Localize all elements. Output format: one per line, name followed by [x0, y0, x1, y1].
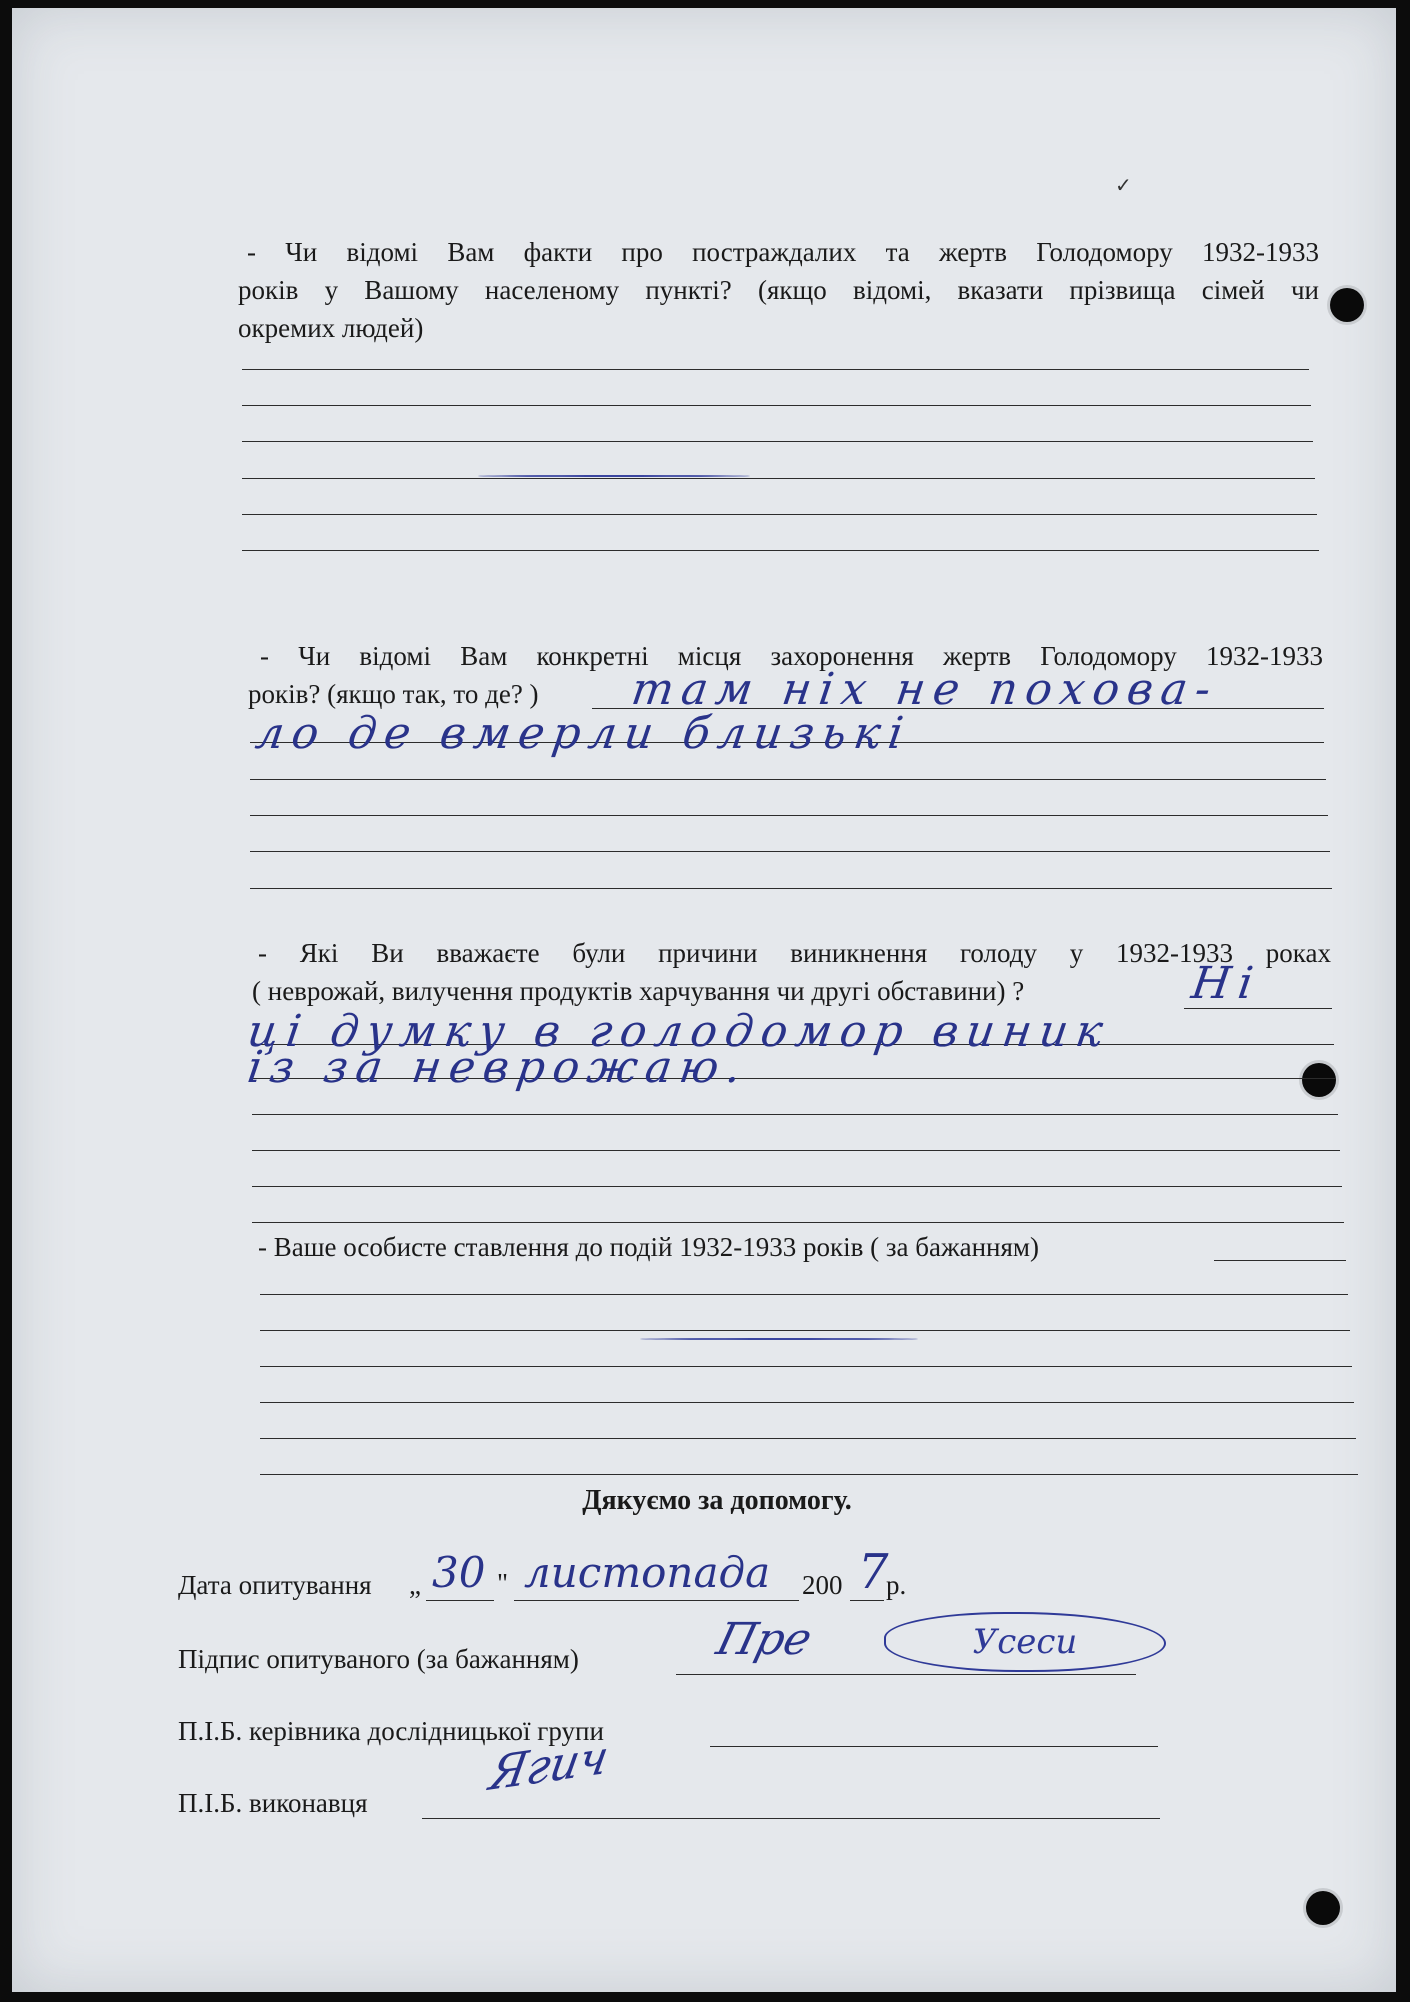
date-day-line [426, 1600, 494, 1601]
answer-line [260, 1474, 1358, 1475]
date-month-line [514, 1600, 799, 1601]
answer-line [242, 478, 1315, 479]
answer-line [260, 1402, 1354, 1403]
pen-mark: ✓ [1115, 173, 1132, 197]
answer-line [252, 1150, 1340, 1151]
thanks-note: Дякуємо за допомогу. [582, 1485, 852, 1516]
survey-date-year-prefix: 200 [802, 1570, 843, 1600]
respondent-signature-1: Пре [711, 1614, 817, 1665]
answer-line [260, 1366, 1352, 1367]
signature-line [710, 1746, 1158, 1747]
question-3-line-1: - Які Ви вважаєте були причини виникнення голоду у 1932-1933 роках [258, 938, 1331, 968]
answer-line [242, 550, 1319, 551]
answer-line [242, 369, 1309, 370]
survey-date-open-quote: „ [409, 1570, 421, 1600]
answer-line [242, 514, 1317, 515]
survey-date-day: 30 [432, 1548, 486, 1597]
survey-date-month: листопада [524, 1548, 771, 1597]
answer-line [252, 1186, 1342, 1187]
survey-date-close-quote: " [497, 1568, 509, 1598]
signature-line [676, 1674, 1136, 1675]
answer-line [252, 1222, 1344, 1223]
answer-line [252, 1114, 1338, 1115]
survey-date-year-suffix: р. [886, 1570, 907, 1600]
answer-line [260, 1330, 1350, 1331]
question-1-line-1: - Чи відомі Вам факти про постраждалих та жертв Голодомору 1932-1933 [247, 237, 1319, 267]
signature-line [422, 1818, 1160, 1819]
question-1-line-3: окремих людей) [238, 313, 424, 343]
answer-line [242, 405, 1311, 406]
question-2-line-2: років? (якщо так, то де? ) [248, 679, 539, 709]
pen-stroke [478, 475, 750, 477]
question-2-line-1: - Чи відомі Вам конкретні місця захоронення жертв Голодомору 1932-1933 [260, 641, 1323, 671]
questionnaire-page [12, 8, 1396, 1992]
question-3-answer-line-2: ці думку в голодомор виник [244, 1006, 1114, 1057]
performer-label: П.І.Б. виконавця [178, 1788, 368, 1818]
research-lead-label: П.І.Б. керівника дослідницької групи [178, 1716, 604, 1746]
punch-hole-middle [1302, 1063, 1336, 1097]
answer-line [1214, 1260, 1346, 1261]
respondent-signature-label: Підпис опитуваного (за бажанням) [178, 1644, 579, 1674]
survey-date-label: Дата опитування [178, 1570, 372, 1600]
question-3-answer-line-1: Ні [1188, 958, 1265, 1009]
question-1-line-2: років у Вашому населеному пункті? (якщо відомі, вказати прізвища сімей чи [238, 275, 1319, 305]
answer-line [242, 441, 1313, 442]
answer-line [250, 779, 1326, 780]
respondent-signature-2: Усеси [884, 1612, 1166, 1672]
pen-stroke [640, 1338, 918, 1340]
question-2-answer-line-1: там ніх не похова- [628, 664, 1222, 715]
question-2-answer-line-2: ло де вмерли близькі [252, 708, 915, 759]
date-year-line [850, 1600, 884, 1601]
punch-hole-bottom [1306, 1891, 1340, 1925]
answer-line [250, 815, 1328, 816]
punch-hole-top [1330, 288, 1364, 322]
question-3-answer-line-3: із за неврожаю. [244, 1042, 753, 1093]
answer-line [260, 1294, 1348, 1295]
performer-signature: Ягич [485, 1728, 613, 1802]
answer-line [250, 888, 1332, 889]
answer-line [260, 1438, 1356, 1439]
answer-line [250, 851, 1330, 852]
survey-date-year-digit: 7 [858, 1544, 889, 1600]
question-3-line-2: ( неврожай, вилучення продуктів харчування чи другі обставини) ? [252, 976, 1025, 1006]
question-4-line-1: - Ваше особисте ставлення до подій 1932-1933 років ( за бажанням) [258, 1232, 1039, 1262]
